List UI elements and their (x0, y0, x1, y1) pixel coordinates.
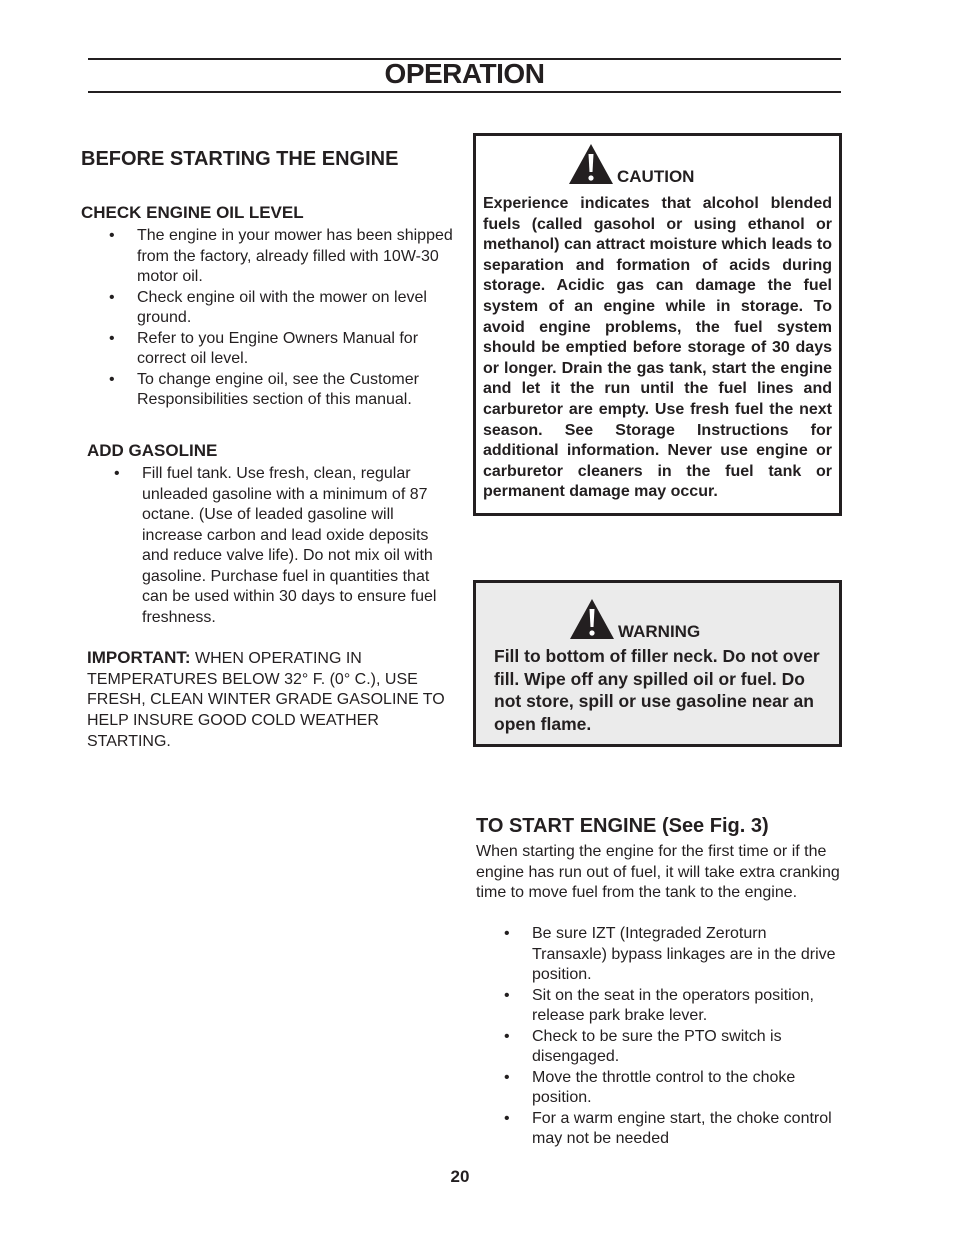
warning-triangle-icon (569, 598, 615, 640)
start-engine-intro: When starting the engine for the first time or if the engine has run out of fuel, it will take extra cranking time to move fuel from the tank to the engine. (476, 843, 840, 901)
list-item: • Fill fuel tank. Use fresh, clean, regular unleaded gasoline with a minimum of 87 octane. (Use of leaded gasoline will increase carbon and lead oxide deposits and reduce valve life). Do not mix oil with gasoline. Purchase fuel in quantities that can be used within 30 days to ensure fuel freshness. (114, 464, 456, 628)
gasoline-bullet-list (114, 464, 456, 628)
section-heading-start-engine: TO START ENGINE (See Fig. 3) (476, 815, 769, 837)
header-rule-bottom (88, 91, 841, 93)
start-engine-bullet-list (504, 924, 844, 1150)
warning-header (569, 598, 700, 640)
page-number: 20 (450, 1167, 470, 1186)
list-item: • Be sure IZT (Integraded Zeroturn Transaxle) bypass linkages are in the drive position. (504, 924, 844, 986)
important-label: IMPORTANT: (87, 648, 191, 667)
page-title: OPERATION (384, 58, 545, 89)
caution-text: Experience indicates that alcohol blended fuels (called gasohol or using ethanol or methanol) can attract moisture which leads to separation and formation of acids during storage. Acidic gas can damage the fuel system of an engine while in storage. To avoid engine problems, the fuel system should be emptied before storage of 30 days or longer. Drain the gas tank, start the engine and let it the run until the fuel lines and carburetor are empty. Use fresh fuel the next season. See Storage Instructions for additional information. Never use engine or carburetor cleaners in the fuel tank or permanent damage may occur. (483, 195, 832, 501)
caution-box (473, 133, 842, 516)
caution-header (568, 143, 694, 185)
subheading-add-gasoline: ADD GASOLINE (87, 441, 218, 460)
warning-label: WARNING (618, 622, 701, 641)
list-item: • To change engine oil, see the Customer Responsibilities section of this manual. (109, 370, 454, 411)
subheading-check-oil: CHECK ENGINE OIL LEVEL (81, 203, 304, 222)
list-item: • Check to be sure the PTO switch is disengaged. (504, 1027, 844, 1068)
warning-box (473, 580, 842, 747)
important-text: WHEN OPERATING IN TEMPERATURES BELOW 32° F. (0° C.), USE FRESH, CLEAN WINTER GRADE GASOLINE TO HELP INSURE GOOD COLD WEATHER STARTING. (87, 650, 445, 750)
list-item: • Sit on the seat in the operators position, release park brake lever. (504, 986, 844, 1027)
oil-bullet-list (109, 226, 454, 411)
list-item: • The engine in your mower has been shipped from the factory, already filled with 10W-30 motor oil. (109, 226, 454, 288)
list-item: • For a warm engine start, the choke control may not be needed (504, 1109, 844, 1150)
caution-label: CAUTION (617, 167, 695, 186)
list-item: • Move the throttle control to the choke position. (504, 1068, 844, 1109)
important-note (87, 648, 447, 753)
list-item: • Refer to you Engine Owners Manual for correct oil level. (109, 329, 454, 370)
warning-text: Fill to bottom of filler neck. Do not over fill. Wipe off any spilled oil or fuel. Do not store, spill or use gasoline near an open flame. (494, 646, 820, 734)
section-heading-before-starting: BEFORE STARTING THE ENGINE (81, 148, 399, 170)
list-item: • Check engine oil with the mower on level ground. (109, 288, 454, 329)
warning-triangle-icon (568, 143, 614, 185)
